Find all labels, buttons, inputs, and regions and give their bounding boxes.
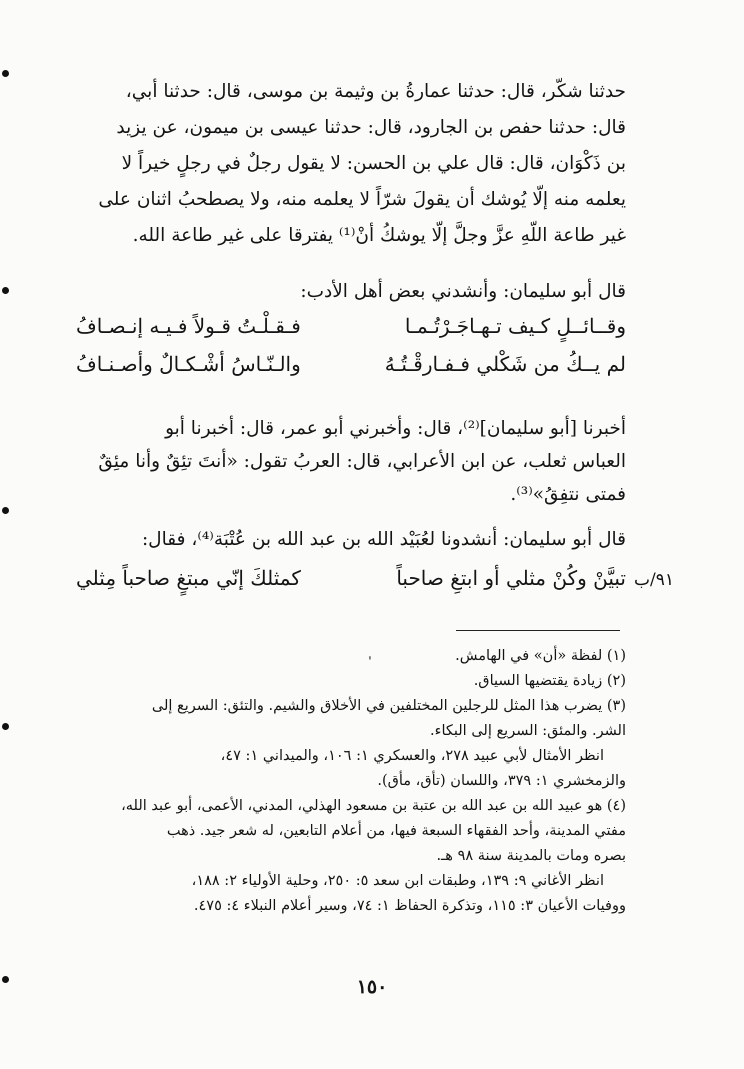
paragraph-verse-intro: [76, 522, 626, 558]
margin-dot: [2, 287, 9, 294]
footnote-3: [74, 694, 626, 794]
footnote-divider: [456, 630, 620, 631]
footnote-line: (٤) هو عبيد الله بن عبد الله بن عتبة بن مسعود الهذلي، المدني، الأعمى، أبو عبد الله،: [121, 798, 626, 814]
hemistich-second: كمثلكَ إنّي مبتغٍ صاحباً مِثلي: [76, 566, 301, 590]
text-line: قال: حدثنا حفص بن الجارود، قال: حدثنا عيسى بن ميمون، عن يزيد: [116, 117, 626, 138]
margin-dot: [2, 723, 9, 730]
text-line: فمتى نتفِقُ»⁽³⁾.: [510, 484, 626, 505]
paragraph-poem-intro: [76, 274, 626, 310]
text-line: العباس ثعلب، عن ابن الأعرابي، قال: العربُ تقول: «أنتَ تئِقٌ وأنا مئِقٌ: [98, 451, 626, 472]
text-line: بن ذَكْوَان، قال: قال علي بن الحسن: لا يقول رجلٌ في رجلٍ خيراً لا: [121, 153, 626, 174]
footnote-line: (٣) يضرب هذا المثل للرجلين المختلفين في الأخلاق والشيم. والتئق: السريع إلى: [151, 698, 626, 714]
hemistich-first: تبيَّنْ وكُنْ مثلي أو ابتغِ صاحباً: [396, 566, 626, 590]
page-number: ١٥٠: [356, 976, 388, 998]
text-line: حدثنا شكّر، قال: حدثنا عمارةُ بن وثيمة بن موسى، قال: حدثنا أبي،: [125, 81, 626, 102]
text-line: يعلمه منه إلّا يُوشك أن يقولَ شرّاً لا يعلمه منه، ولا يصطحبُ اثنان على: [98, 189, 626, 210]
footnote-line: بصره ومات بالمدينة سنة ٩٨ هـ.: [436, 848, 626, 864]
paragraph-hadith: [76, 74, 626, 254]
hemistich-first: لم يــكُ من شَكْلي فـفـارقْـتُـهُ: [384, 352, 626, 376]
text-line: قال أبو سليمان: وأنشدني بعض أهل الأدب:: [300, 281, 626, 302]
hemistich-second: فـقـلْـتُ قـولاً فـيـه إنـصـافُ: [76, 314, 301, 338]
footnote-1: [74, 644, 626, 669]
footnote-line: (١) لفظة «أن» في الهامش.: [455, 648, 626, 664]
stray-mark: ˌ: [368, 646, 372, 662]
manuscript-folio-ref: ٩١/ب: [634, 570, 674, 590]
footnote-reference-line: انظر الأغاني ٩: ١٣٩، وطبقات ابن سعد ٥: ٢٥٠، وحلية الأولياء ٢: ١٨٨،: [191, 873, 604, 889]
margin-dot: [2, 507, 9, 514]
hemistich-second: والـنّـاسُ أشْـكـالٌ وأصـنـافُ: [76, 352, 301, 376]
text-line: أخبرنا [أبو سليمان]⁽²⁾، قال: وأخبرني أبو عمر، قال: أخبرنا أبو: [165, 418, 626, 439]
hemistich-first: وقــائــلٍ كـيف تـهـاجَـرْتُـمـا: [404, 314, 626, 338]
footnote-reference-line: والزمخشري ١: ٣٧٩، واللسان (تأق، مأق).: [377, 773, 626, 789]
footnote-line: (٢) زيادة يقتضيها السياق.: [473, 673, 626, 689]
footnote-line: مفتي المدينة، وأحد الفقهاء السبعة فيها، من أعلام التابعين، له شعر جيد. ذهب: [166, 823, 626, 839]
text-line: قال أبو سليمان: أنشدونا لعُبَيْد الله بن عبد الله بن عُتْبَة⁽⁴⁾، فقال:: [141, 529, 626, 550]
margin-dot: [2, 70, 9, 77]
paragraph-proverb: [76, 412, 626, 511]
footnote-line: الشر. والمئق: السريع إلى البكاء.: [430, 723, 626, 739]
footnotes: [74, 644, 626, 919]
footnote-reference-line: ووفيات الأعيان ٣: ١١٥، وتذكرة الحفاظ ١: ٧٤، وسير أعلام النبلاء ٤: ٤٧٥.: [193, 898, 626, 914]
footnote-2: [74, 669, 626, 694]
text-line: غير طاعة اللّهِ عزَّ وجلَّ إلّا يوشكُ أنْ⁽¹⁾ يفترقا على غير طاعة الله.: [132, 225, 626, 246]
footnote-reference-line: انظر الأمثال لأبي عبيد ٢٧٨، والعسكري ١: ١٠٦، والميداني ١: ٤٧،: [220, 748, 604, 764]
footnote-4: [74, 794, 626, 919]
